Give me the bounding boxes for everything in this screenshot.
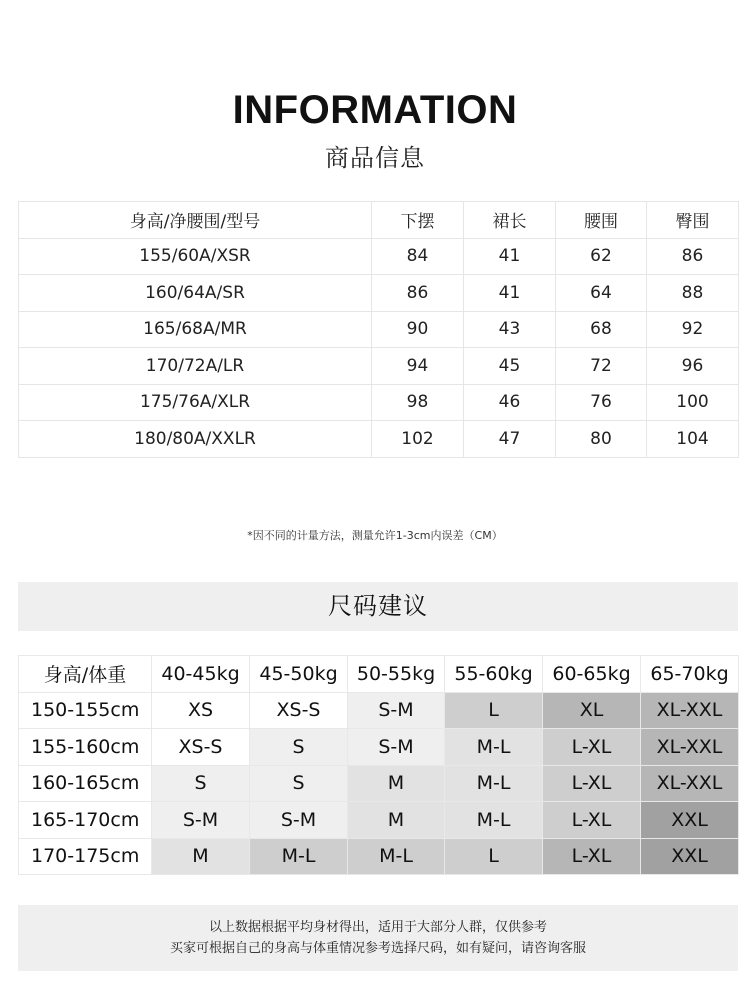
table-cell: 45 bbox=[464, 348, 556, 385]
header-cell: 60-65kg bbox=[543, 656, 641, 693]
size-cell: M bbox=[348, 765, 445, 802]
table-cell: 86 bbox=[372, 275, 464, 312]
size-cell: XL-XXL bbox=[641, 729, 739, 766]
table-cell: 41 bbox=[464, 238, 556, 275]
header-cell: 45-50kg bbox=[250, 656, 348, 693]
size-cell: S-M bbox=[250, 802, 348, 839]
table-cell: 92 bbox=[647, 311, 739, 348]
height-cell: 165-170cm bbox=[19, 802, 152, 839]
size-cell: S bbox=[250, 765, 348, 802]
table-cell: 100 bbox=[647, 384, 739, 421]
table-cell: 41 bbox=[464, 275, 556, 312]
size-cell: S bbox=[152, 765, 250, 802]
size-suggestion-table bbox=[18, 655, 739, 875]
table-row bbox=[19, 765, 739, 802]
size-cell: M-L bbox=[348, 838, 445, 875]
size-cell: L-XL bbox=[543, 838, 641, 875]
size-cell: M-L bbox=[445, 729, 543, 766]
size-cell: M-L bbox=[445, 765, 543, 802]
table-row bbox=[19, 802, 739, 839]
table-header-row bbox=[19, 656, 739, 693]
footer-line-1: 以上数据根据平均身材得出，适用于大部分人群，仅供参考 bbox=[208, 920, 547, 935]
table-row bbox=[19, 692, 739, 729]
size-cell: L-XL bbox=[543, 729, 641, 766]
size-cell: XL bbox=[543, 692, 641, 729]
table-row bbox=[19, 838, 739, 875]
table-row bbox=[19, 384, 739, 421]
header-cell: 臀围 bbox=[647, 202, 739, 239]
height-cell: 155-160cm bbox=[19, 729, 152, 766]
table-row bbox=[19, 238, 739, 275]
header-cell: 身高/体重 bbox=[19, 656, 152, 693]
table-cell: 47 bbox=[464, 421, 556, 458]
table-cell: 175/76A/XLR bbox=[19, 384, 372, 421]
size-cell: XS bbox=[152, 692, 250, 729]
header-cell: 40-45kg bbox=[152, 656, 250, 693]
header-cell: 65-70kg bbox=[641, 656, 739, 693]
table-cell: 94 bbox=[372, 348, 464, 385]
table-cell: 104 bbox=[647, 421, 739, 458]
table-cell: 43 bbox=[464, 311, 556, 348]
table-row bbox=[19, 421, 739, 458]
table-cell: 96 bbox=[647, 348, 739, 385]
size-cell: M-L bbox=[445, 802, 543, 839]
size-cell: S bbox=[250, 729, 348, 766]
table-cell: 170/72A/LR bbox=[19, 348, 372, 385]
table-cell: 88 bbox=[647, 275, 739, 312]
size-cell: L bbox=[445, 692, 543, 729]
size-suggestion-title: 尺码建议 bbox=[18, 582, 738, 631]
table-row bbox=[19, 729, 739, 766]
table-cell: 98 bbox=[372, 384, 464, 421]
table-cell: 68 bbox=[556, 311, 647, 348]
size-cell: S-M bbox=[152, 802, 250, 839]
table-cell: 90 bbox=[372, 311, 464, 348]
table-cell: 76 bbox=[556, 384, 647, 421]
table-cell: 102 bbox=[372, 421, 464, 458]
size-cell: XL-XXL bbox=[641, 692, 739, 729]
header-cell: 身高/净腰围/型号 bbox=[19, 202, 372, 239]
measurement-note: *因不同的计量方法，测量允许1-3cm内误差（CM） bbox=[247, 529, 503, 542]
table-row bbox=[19, 348, 739, 385]
table-cell: 180/80A/XXLR bbox=[19, 421, 372, 458]
height-cell: 170-175cm bbox=[19, 838, 152, 875]
header-cell: 腰围 bbox=[556, 202, 647, 239]
table-cell: 72 bbox=[556, 348, 647, 385]
footer-disclaimer bbox=[18, 905, 738, 971]
product-info-table bbox=[18, 201, 739, 458]
table-row bbox=[19, 275, 739, 312]
table-cell: 80 bbox=[556, 421, 647, 458]
table-cell: 86 bbox=[647, 238, 739, 275]
table-cell: 165/68A/MR bbox=[19, 311, 372, 348]
size-cell: M bbox=[348, 802, 445, 839]
page-subtitle: 商品信息 bbox=[325, 144, 425, 172]
size-cell: XXL bbox=[641, 802, 739, 839]
height-cell: 160-165cm bbox=[19, 765, 152, 802]
table-cell: 160/64A/SR bbox=[19, 275, 372, 312]
table-cell: 64 bbox=[556, 275, 647, 312]
size-cell: L-XL bbox=[543, 765, 641, 802]
footer-line-2: 买家可根据自己的身高与体重情况参考选择尺码，如有疑问，请咨询客服 bbox=[169, 941, 586, 956]
header-cell: 下摆 bbox=[372, 202, 464, 239]
table-cell: 46 bbox=[464, 384, 556, 421]
size-cell: L-XL bbox=[543, 802, 641, 839]
size-cell: M bbox=[152, 838, 250, 875]
table-cell: 62 bbox=[556, 238, 647, 275]
size-cell: XXL bbox=[641, 838, 739, 875]
table-header-row bbox=[19, 202, 739, 239]
size-cell: XL-XXL bbox=[641, 765, 739, 802]
size-cell: S-M bbox=[348, 692, 445, 729]
header-cell: 55-60kg bbox=[445, 656, 543, 693]
table-row bbox=[19, 311, 739, 348]
size-cell: M-L bbox=[250, 838, 348, 875]
size-cell: XS-S bbox=[250, 692, 348, 729]
size-cell: S-M bbox=[348, 729, 445, 766]
size-cell: L bbox=[445, 838, 543, 875]
header-cell: 裙长 bbox=[464, 202, 556, 239]
header-cell: 50-55kg bbox=[348, 656, 445, 693]
table-cell: 155/60A/XSR bbox=[19, 238, 372, 275]
size-cell: XS-S bbox=[152, 729, 250, 766]
height-cell: 150-155cm bbox=[19, 692, 152, 729]
table-cell: 84 bbox=[372, 238, 464, 275]
page-title: INFORMATION bbox=[232, 88, 518, 132]
